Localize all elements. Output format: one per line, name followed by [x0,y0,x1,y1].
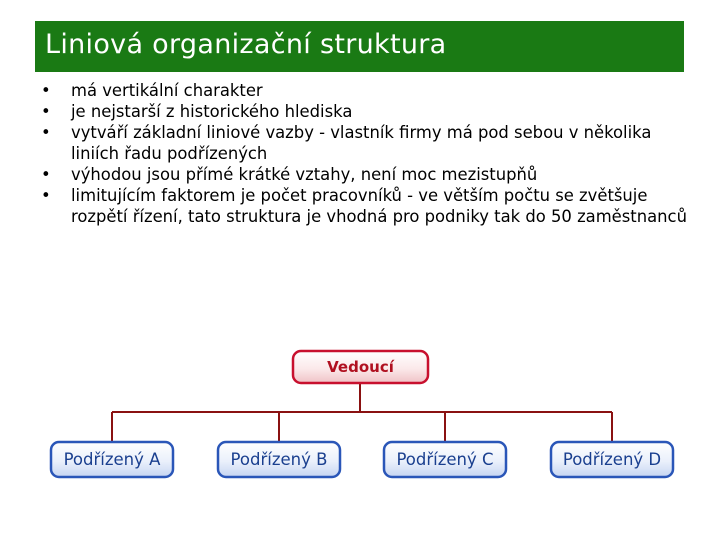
node-label-boss: Vedoucí [327,358,394,376]
slide-title: Liniová organizační struktura [45,29,447,60]
node-label-sub-d: Podřízený D [562,450,662,469]
connectors [112,383,612,442]
bullet-text: je nejstarší z historického hlediska [71,102,353,121]
bullet-text: vytváří základní liniové vazby - vlastník firmy má pod sebou v několika liniích řadu podřízených [71,123,652,163]
bullet-marker: • [41,81,51,100]
bullet-marker: • [41,186,51,205]
bullet-marker: • [41,102,51,121]
bullet-marker: • [41,165,51,184]
bullet-text: má vertikální charakter [71,81,263,100]
node-label-sub-a: Podřízený A [63,450,161,469]
node-label-sub-c: Podřízený C [396,450,494,469]
bullet-text: limitujícím faktorem je počet pracovníků - ve větším počtu se zvětšuje rozpětí řízení, tato struktura je vhodná pro podniky tak do 50 zaměstnanců [71,186,687,226]
bullet-marker: • [41,123,51,142]
node-label-sub-b: Podřízený B [230,450,328,469]
bullet-text: výhodou jsou přímé krátké vztahy, není moc mezistupňů [71,165,538,184]
